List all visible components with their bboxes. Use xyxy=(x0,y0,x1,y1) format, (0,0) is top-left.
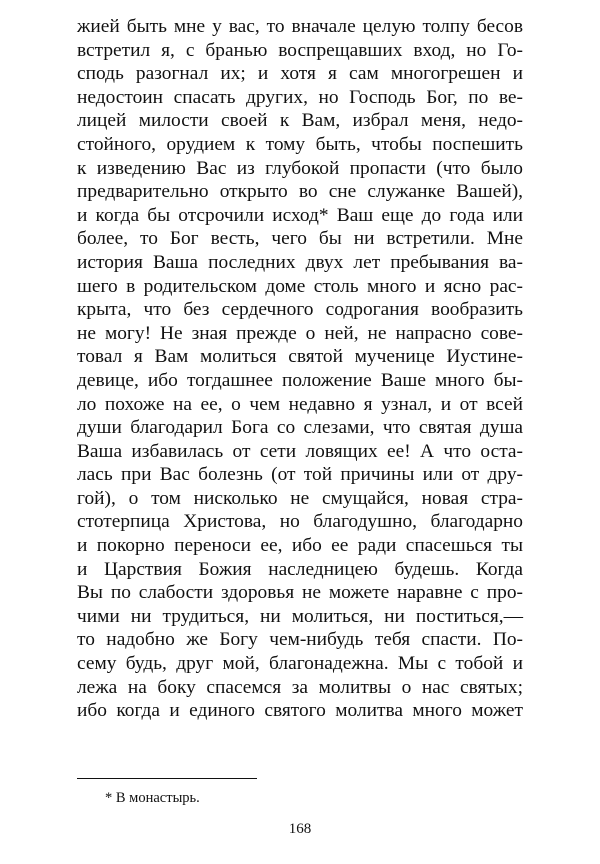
text-line: встретил я, с бранью воспрещавших вход, но Го- xyxy=(77,39,523,61)
text-line: лась при Вас болезнь (от той причины или от дру- xyxy=(77,464,523,486)
text-line: ло похоже на ее, о чем недавно я узнал, и от всей xyxy=(77,393,523,415)
text-line: лицей милости своей к Вам, избрал меня, недо- xyxy=(77,110,523,132)
page-number: 168 xyxy=(288,821,312,837)
text-line: недостоин спасать других, но Господь Бог, по ве- xyxy=(77,86,523,108)
text-line: души благодарил Бога со слезами, что святая душа xyxy=(77,417,523,439)
text-line: и когда бы отсрочили исход* Ваш еще до года или xyxy=(77,204,523,226)
text-line: сподь разогнал их; и хотя я сам многогрешен и xyxy=(77,63,523,85)
text-line: стойного, орудием к тому быть, чтобы поспешить xyxy=(77,133,523,155)
body-text xyxy=(77,15,523,723)
footnote: * В монастырь. xyxy=(105,790,200,806)
text-line: сему будь, друг мой, благонадежна. Мы с тобой и xyxy=(77,653,523,675)
text-line: гой), о том нисколько не смущайся, новая стра- xyxy=(77,487,523,509)
text-line: предварительно открыто во сне служанке Вашей), xyxy=(77,181,523,203)
text-line: более, то Бог весть, чего бы ни встретили. Мне xyxy=(77,228,523,250)
footnote-divider xyxy=(77,778,257,779)
text-line: девице, ибо тогдашнее положение Ваше много бы- xyxy=(77,369,523,391)
text-line: шего в родительском доме столь много и ясно рас- xyxy=(77,275,523,297)
text-line: и покорно переноси ее, ибо ее ради спасешься ты xyxy=(77,535,523,557)
text-line: то надобно же Богу чем-нибудь тебя спасти. По- xyxy=(77,629,523,651)
text-line: к изведению Вас из глубокой пропасти (что было xyxy=(77,157,523,179)
text-line: история Ваша последних двух лет пребывания ва- xyxy=(77,251,523,273)
text-line: не могу! Не зная прежде о ней, не напрасно сове- xyxy=(77,322,523,344)
text-line: Вы по слабости здоровья не можете наравне с про- xyxy=(77,582,523,604)
text-line: чими ни трудиться, ни молиться, ни поститься,— xyxy=(77,605,523,627)
text-line: жией быть мне у вас, то вначале целую толпу бесов xyxy=(77,16,523,37)
text-line: крыта, что без сердечного содрогания вообразить xyxy=(77,299,523,321)
text-line: и Царствия Божия наследницею будешь. Когда xyxy=(77,558,523,580)
text-line: Ваша избавилась от сети ловящих ее! А что оста- xyxy=(77,440,523,462)
text-line: стотерпица Христова, но благодушно, благодарно xyxy=(77,511,523,533)
text-line: лежа на боку спасемся за молитвы о нас святых; xyxy=(77,676,523,698)
text-line: товал я Вам молиться святой мученице Иустине- xyxy=(77,346,523,368)
text-line: ибо когда и единого святого молитва много может xyxy=(77,700,523,722)
